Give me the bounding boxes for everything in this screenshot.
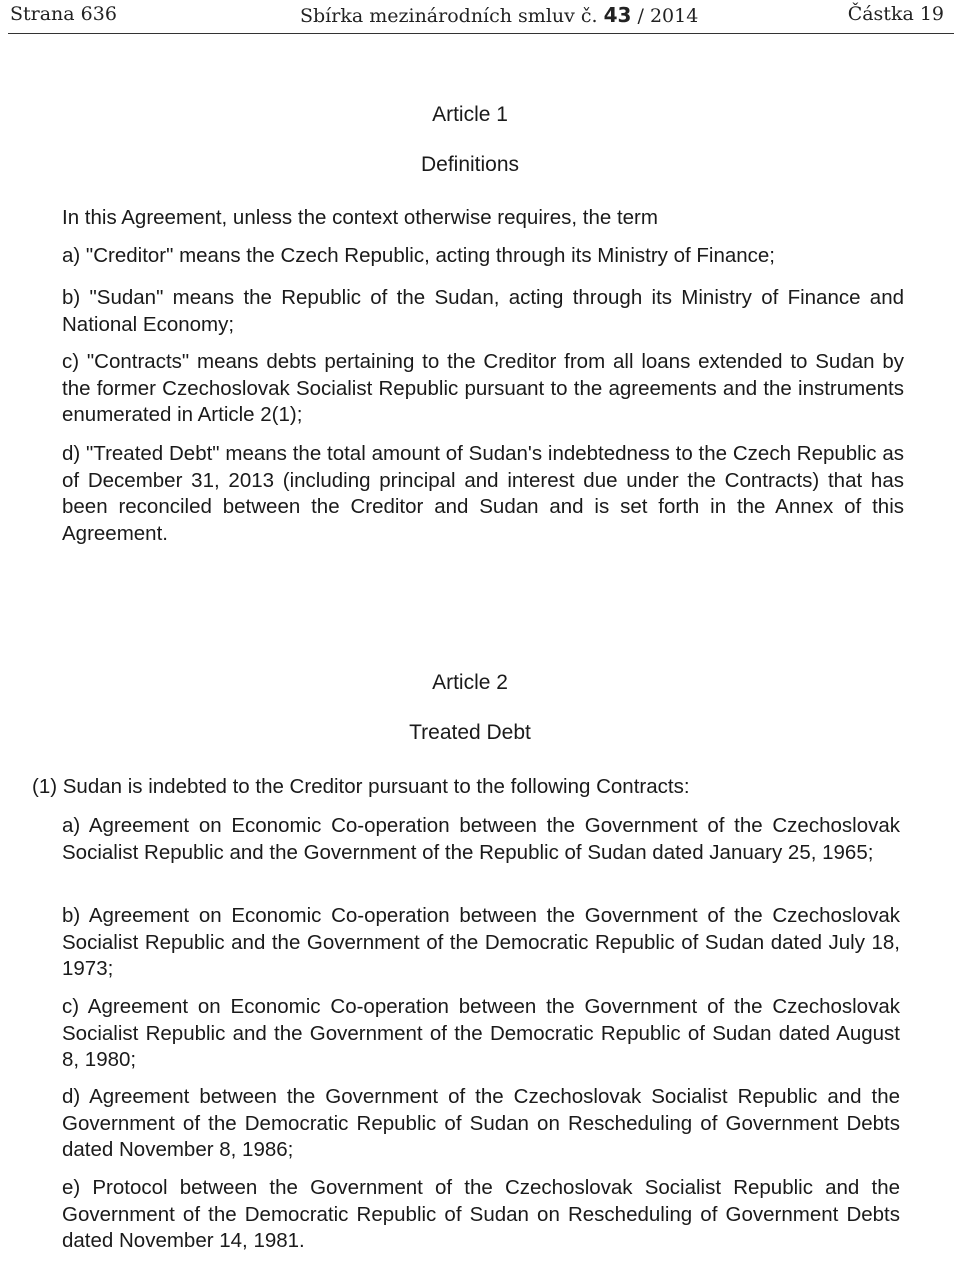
header-divider [8, 33, 954, 34]
article-2-subheading: Treated Debt [409, 721, 531, 744]
article-1-subheading: Definitions [420, 153, 520, 176]
definition-treated-debt: d) "Treated Debt" means the total amount of Sudan's indebtedness to the Czech Republic as of December 31, 2013 (including principal and interest due under the Contracts) that has been reconciled between the Creditor and Sudan and is set forth in the Annex of this Agreement. [62, 442, 904, 545]
article-1-intro: In this Agreement, unless the context otherwise requires, the term [62, 206, 658, 229]
contract-c: c) Agreement on Economic Co-operation between the Government of the Czechoslovak Socialist Republic and the Government of the Democratic Republic of Sudan dated August 8, 1980; [62, 995, 900, 1071]
contract-e: e) Protocol between the Government of the Czechoslovak Socialist Republic and the Government of the Democratic Republic of Sudan on Rescheduling of Government Debts dated November 14, 1981. [62, 1176, 900, 1252]
article-2-heading: Article 2 [432, 671, 508, 694]
collection-number: 43 [603, 3, 632, 27]
definition-creditor: a) "Creditor" means the Czech Republic, acting through its Ministry of Finance; [62, 244, 776, 267]
definition-sudan: b) "Sudan" means the Republic of the Sudan, acting through its Ministry of Finance and National Economy; [62, 286, 904, 336]
page-number: Strana 636 [10, 3, 117, 25]
collection-reference [300, 3, 698, 27]
article-1-heading: Article 1 [432, 103, 508, 126]
part-number: Částka 19 [847, 3, 944, 25]
contract-d: d) Agreement between the Government of the Czechoslovak Socialist Republic and the Government of the Democratic Republic of Sudan on Rescheduling of Government Debts dated November 8, 1986; [62, 1085, 900, 1161]
article-2-intro: (1) Sudan is indebted to the Creditor pursuant to the following Contracts: [32, 775, 690, 798]
page-header [0, 0, 960, 36]
definition-contracts: c) "Contracts" means debts pertaining to the Creditor from all loans extended to Sudan by the former Czechoslovak Socialist Republic pursuant to the agreements and the instruments enumerated in Article 2(1); [62, 350, 904, 426]
contract-a: a) Agreement on Economic Co-operation between the Government of the Czechoslovak Socialist Republic and the Government of the Republic of Sudan dated January 25, 1965; [62, 814, 900, 864]
collection-year: / 2014 [631, 5, 699, 27]
contract-b: b) Agreement on Economic Co-operation between the Government of the Czechoslovak Socialist Republic and the Government of the Democratic Republic of Sudan dated July 18, 1973; [62, 904, 900, 980]
collection-prefix: Sbírka mezinárodních smluv č. [300, 5, 604, 27]
